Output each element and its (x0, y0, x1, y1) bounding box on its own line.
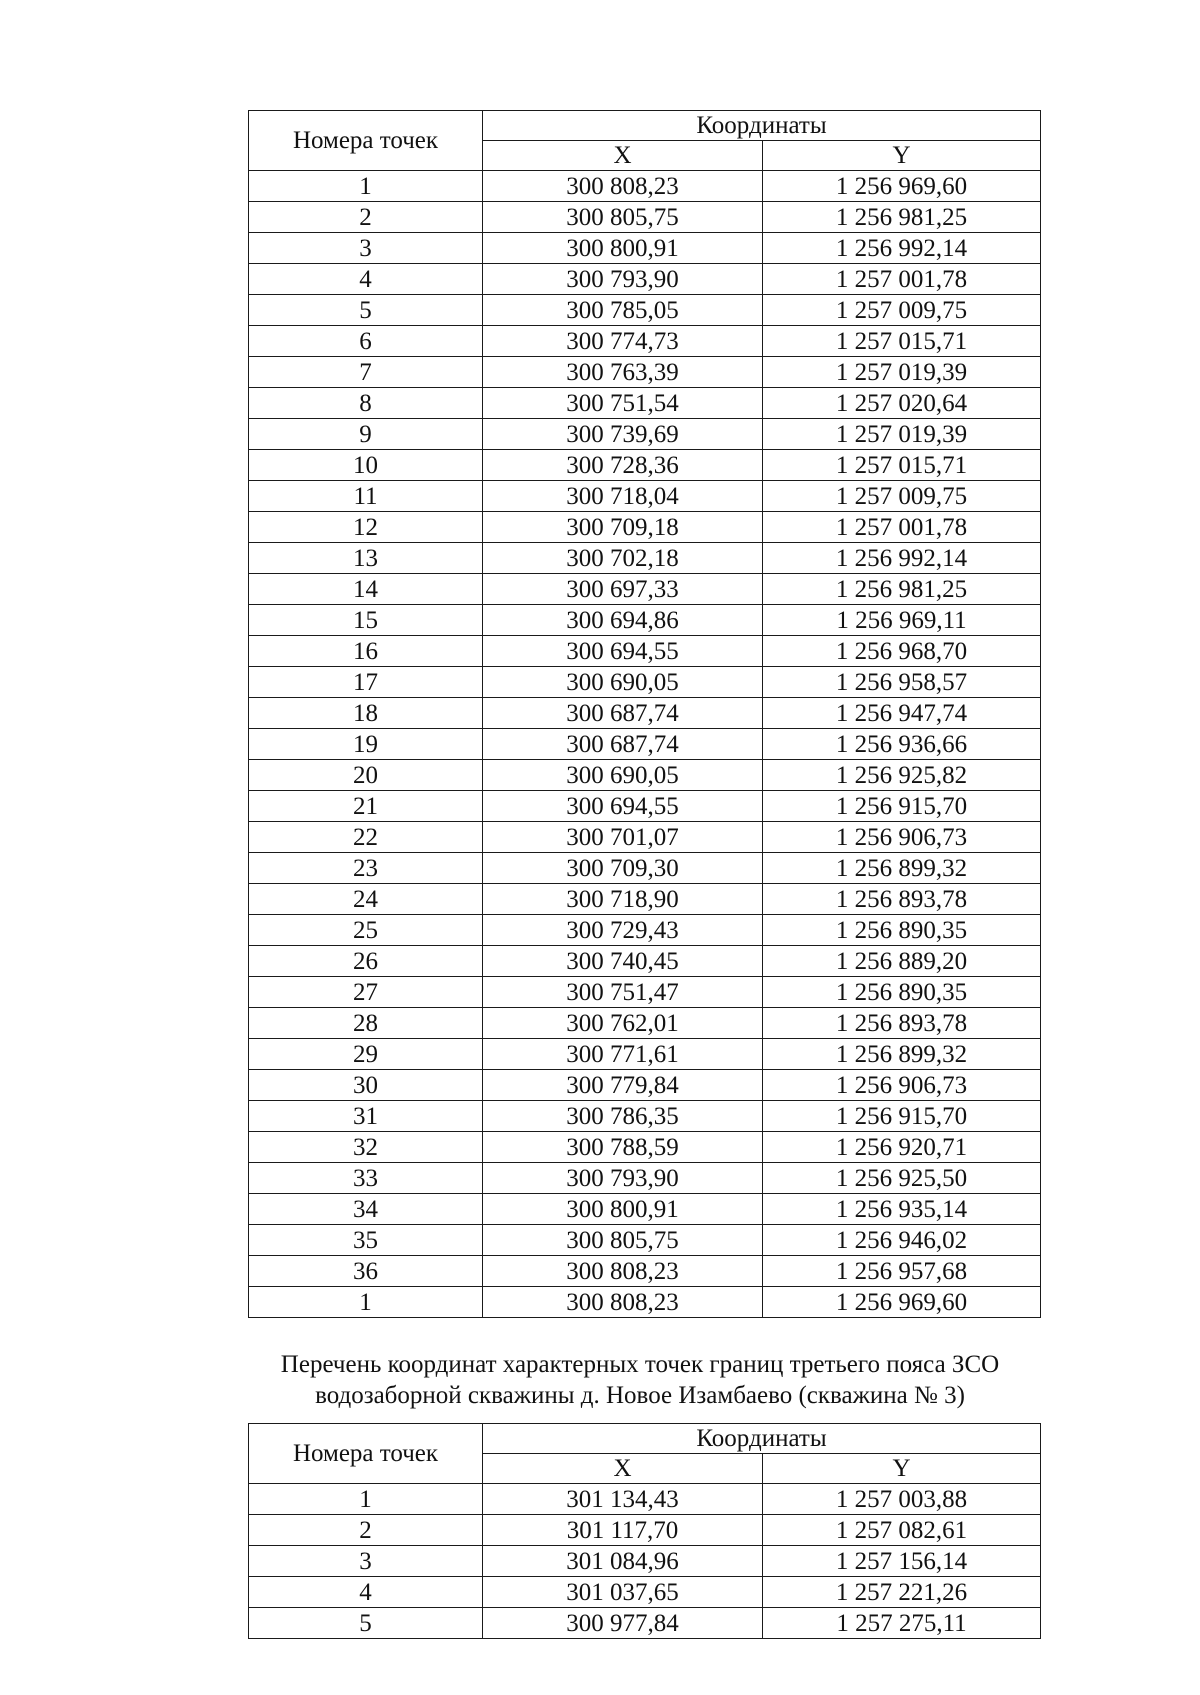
y-coordinate-cell: 1 256 920,71 (763, 1132, 1041, 1163)
x-coordinate-cell: 300 779,84 (483, 1070, 763, 1101)
y-coordinate-cell: 1 256 890,35 (763, 915, 1041, 946)
table-row (249, 1225, 1041, 1256)
y-coordinate-cell: 1 256 969,60 (763, 171, 1041, 202)
caption-line-1: Перечень координат характерных точек границ третьего пояса ЗСО (280, 1351, 1000, 1378)
y-coordinate-cell: 1 256 935,14 (763, 1194, 1041, 1225)
point-number-cell: 17 (249, 667, 483, 698)
point-number-cell: 25 (249, 915, 483, 946)
y-coordinate-cell: 1 256 969,60 (763, 1287, 1041, 1318)
coordinates-table-2 (248, 1423, 1041, 1639)
table-row (249, 171, 1041, 202)
x-coordinate-cell: 300 701,07 (483, 822, 763, 853)
table-row (249, 884, 1041, 915)
x-coordinate-cell: 300 771,61 (483, 1039, 763, 1070)
point-number-cell: 1 (249, 1484, 483, 1515)
point-number-cell: 11 (249, 481, 483, 512)
point-number-cell: 2 (249, 202, 483, 233)
point-number-cell: 18 (249, 698, 483, 729)
x-coordinate-cell: 300 740,45 (483, 946, 763, 977)
table-row (249, 636, 1041, 667)
point-number-cell: 8 (249, 388, 483, 419)
x-coordinate-cell: 300 762,01 (483, 1008, 763, 1039)
table-header-row (249, 1424, 1041, 1454)
table-row (249, 1008, 1041, 1039)
x-coordinate-cell: 300 709,18 (483, 512, 763, 543)
x-coordinate-cell: 301 084,96 (483, 1546, 763, 1577)
y-coordinate-cell: 1 257 009,75 (763, 295, 1041, 326)
x-coordinate-cell: 300 694,55 (483, 636, 763, 667)
x-coordinate-cell: 300 793,90 (483, 1163, 763, 1194)
y-coordinate-cell: 1 256 893,78 (763, 1008, 1041, 1039)
table-row (249, 1577, 1041, 1608)
point-number-cell: 5 (249, 1608, 483, 1639)
point-number-cell: 9 (249, 419, 483, 450)
header-coordinates: Координаты (483, 1424, 1041, 1454)
point-number-cell: 35 (249, 1225, 483, 1256)
header-x: X (483, 1454, 763, 1484)
y-coordinate-cell: 1 257 082,61 (763, 1515, 1041, 1546)
y-coordinate-cell: 1 256 947,74 (763, 698, 1041, 729)
table-row (249, 1101, 1041, 1132)
point-number-cell: 32 (249, 1132, 483, 1163)
table-row (249, 202, 1041, 233)
header-x: X (483, 141, 763, 171)
y-coordinate-cell: 1 256 968,70 (763, 636, 1041, 667)
x-coordinate-cell: 300 690,05 (483, 760, 763, 791)
header-point-numbers: Номера точек (249, 111, 483, 171)
point-number-cell: 24 (249, 884, 483, 915)
table-row (249, 977, 1041, 1008)
y-coordinate-cell: 1 256 899,32 (763, 853, 1041, 884)
point-number-cell: 27 (249, 977, 483, 1008)
y-coordinate-cell: 1 256 925,50 (763, 1163, 1041, 1194)
table-row (249, 1287, 1041, 1318)
table-row (249, 822, 1041, 853)
table-row (249, 574, 1041, 605)
y-coordinate-cell: 1 257 001,78 (763, 264, 1041, 295)
y-coordinate-cell: 1 257 015,71 (763, 326, 1041, 357)
point-number-cell: 12 (249, 512, 483, 543)
x-coordinate-cell: 300 805,75 (483, 1225, 763, 1256)
table-row (249, 1608, 1041, 1639)
y-coordinate-cell: 1 257 019,39 (763, 357, 1041, 388)
x-coordinate-cell: 300 694,55 (483, 791, 763, 822)
table-row (249, 1132, 1041, 1163)
table-row (249, 1039, 1041, 1070)
x-coordinate-cell: 300 774,73 (483, 326, 763, 357)
table-row (249, 729, 1041, 760)
point-number-cell: 1 (249, 1287, 483, 1318)
x-coordinate-cell: 300 739,69 (483, 419, 763, 450)
x-coordinate-cell: 300 687,74 (483, 729, 763, 760)
table-row (249, 295, 1041, 326)
point-number-cell: 21 (249, 791, 483, 822)
y-coordinate-cell: 1 257 019,39 (763, 419, 1041, 450)
table-row (249, 543, 1041, 574)
x-coordinate-cell: 300 751,47 (483, 977, 763, 1008)
point-number-cell: 14 (249, 574, 483, 605)
point-number-cell: 10 (249, 450, 483, 481)
coordinates-table-1 (248, 110, 1041, 1318)
y-coordinate-cell: 1 256 915,70 (763, 791, 1041, 822)
x-coordinate-cell: 300 718,90 (483, 884, 763, 915)
caption-line-2: водозаборной скважины д. Новое Изамбаево (скважина № 3) (315, 1382, 965, 1409)
y-coordinate-cell: 1 257 009,75 (763, 481, 1041, 512)
y-coordinate-cell: 1 256 981,25 (763, 202, 1041, 233)
table-row (249, 791, 1041, 822)
x-coordinate-cell: 300 763,39 (483, 357, 763, 388)
table-row (249, 1484, 1041, 1515)
table-row (249, 698, 1041, 729)
x-coordinate-cell: 300 785,05 (483, 295, 763, 326)
point-number-cell: 33 (249, 1163, 483, 1194)
y-coordinate-cell: 1 256 969,11 (763, 605, 1041, 636)
table-header-row (249, 111, 1041, 141)
y-coordinate-cell: 1 256 957,68 (763, 1256, 1041, 1287)
table-row (249, 512, 1041, 543)
x-coordinate-cell: 300 808,23 (483, 1287, 763, 1318)
x-coordinate-cell: 301 134,43 (483, 1484, 763, 1515)
x-coordinate-cell: 300 694,86 (483, 605, 763, 636)
x-coordinate-cell: 300 709,30 (483, 853, 763, 884)
point-number-cell: 4 (249, 1577, 483, 1608)
table-row (249, 357, 1041, 388)
point-number-cell: 2 (249, 1515, 483, 1546)
x-coordinate-cell: 300 697,33 (483, 574, 763, 605)
y-coordinate-cell: 1 256 889,20 (763, 946, 1041, 977)
table-row (249, 605, 1041, 636)
point-number-cell: 20 (249, 760, 483, 791)
point-number-cell: 30 (249, 1070, 483, 1101)
table-row (249, 760, 1041, 791)
y-coordinate-cell: 1 256 946,02 (763, 1225, 1041, 1256)
table-row (249, 481, 1041, 512)
y-coordinate-cell: 1 257 221,26 (763, 1577, 1041, 1608)
y-coordinate-cell: 1 257 001,78 (763, 512, 1041, 543)
y-coordinate-cell: 1 256 981,25 (763, 574, 1041, 605)
header-coordinates: Координаты (483, 111, 1041, 141)
point-number-cell: 26 (249, 946, 483, 977)
point-number-cell: 29 (249, 1039, 483, 1070)
x-coordinate-cell: 300 702,18 (483, 543, 763, 574)
y-coordinate-cell: 1 257 156,14 (763, 1546, 1041, 1577)
y-coordinate-cell: 1 256 958,57 (763, 667, 1041, 698)
x-coordinate-cell: 300 793,90 (483, 264, 763, 295)
y-coordinate-cell: 1 256 915,70 (763, 1101, 1041, 1132)
table-row (249, 450, 1041, 481)
y-coordinate-cell: 1 256 893,78 (763, 884, 1041, 915)
point-number-cell: 36 (249, 1256, 483, 1287)
y-coordinate-cell: 1 256 906,73 (763, 1070, 1041, 1101)
table-row (249, 326, 1041, 357)
table-row (249, 1194, 1041, 1225)
x-coordinate-cell: 300 718,04 (483, 481, 763, 512)
table-row (249, 1546, 1041, 1577)
point-number-cell: 3 (249, 1546, 483, 1577)
point-number-cell: 1 (249, 171, 483, 202)
y-coordinate-cell: 1 256 899,32 (763, 1039, 1041, 1070)
table-row (249, 853, 1041, 884)
x-coordinate-cell: 301 117,70 (483, 1515, 763, 1546)
table-row (249, 388, 1041, 419)
header-y: Y (763, 141, 1041, 171)
point-number-cell: 13 (249, 543, 483, 574)
point-number-cell: 15 (249, 605, 483, 636)
y-coordinate-cell: 1 257 275,11 (763, 1608, 1041, 1639)
x-coordinate-cell: 300 729,43 (483, 915, 763, 946)
point-number-cell: 5 (249, 295, 483, 326)
table-row (249, 1163, 1041, 1194)
x-coordinate-cell: 300 808,23 (483, 171, 763, 202)
point-number-cell: 23 (249, 853, 483, 884)
x-coordinate-cell: 301 037,65 (483, 1577, 763, 1608)
x-coordinate-cell: 300 800,91 (483, 1194, 763, 1225)
y-coordinate-cell: 1 257 020,64 (763, 388, 1041, 419)
y-coordinate-cell: 1 256 936,66 (763, 729, 1041, 760)
table-row (249, 1256, 1041, 1287)
point-number-cell: 34 (249, 1194, 483, 1225)
header-point-numbers: Номера точек (249, 1424, 483, 1484)
table-row (249, 667, 1041, 698)
y-coordinate-cell: 1 256 925,82 (763, 760, 1041, 791)
point-number-cell: 4 (249, 264, 483, 295)
x-coordinate-cell: 300 690,05 (483, 667, 763, 698)
table-row (249, 233, 1041, 264)
y-coordinate-cell: 1 256 992,14 (763, 543, 1041, 574)
table-row (249, 915, 1041, 946)
x-coordinate-cell: 300 687,74 (483, 698, 763, 729)
point-number-cell: 19 (249, 729, 483, 760)
point-number-cell: 28 (249, 1008, 483, 1039)
table-row (249, 946, 1041, 977)
y-coordinate-cell: 1 256 890,35 (763, 977, 1041, 1008)
y-coordinate-cell: 1 256 906,73 (763, 822, 1041, 853)
y-coordinate-cell: 1 256 992,14 (763, 233, 1041, 264)
point-number-cell: 3 (249, 233, 483, 264)
table-body (249, 1484, 1041, 1639)
x-coordinate-cell: 300 728,36 (483, 450, 763, 481)
point-number-cell: 22 (249, 822, 483, 853)
section-caption (200, 1349, 1080, 1411)
point-number-cell: 16 (249, 636, 483, 667)
point-number-cell: 6 (249, 326, 483, 357)
x-coordinate-cell: 300 977,84 (483, 1608, 763, 1639)
table-row (249, 1070, 1041, 1101)
table-row (249, 1515, 1041, 1546)
x-coordinate-cell: 300 808,23 (483, 1256, 763, 1287)
y-coordinate-cell: 1 257 003,88 (763, 1484, 1041, 1515)
table-row (249, 264, 1041, 295)
table-row (249, 419, 1041, 450)
x-coordinate-cell: 300 800,91 (483, 233, 763, 264)
point-number-cell: 31 (249, 1101, 483, 1132)
y-coordinate-cell: 1 257 015,71 (763, 450, 1041, 481)
header-y: Y (763, 1454, 1041, 1484)
x-coordinate-cell: 300 751,54 (483, 388, 763, 419)
point-number-cell: 7 (249, 357, 483, 388)
table-body (249, 171, 1041, 1318)
x-coordinate-cell: 300 786,35 (483, 1101, 763, 1132)
x-coordinate-cell: 300 788,59 (483, 1132, 763, 1163)
x-coordinate-cell: 300 805,75 (483, 202, 763, 233)
